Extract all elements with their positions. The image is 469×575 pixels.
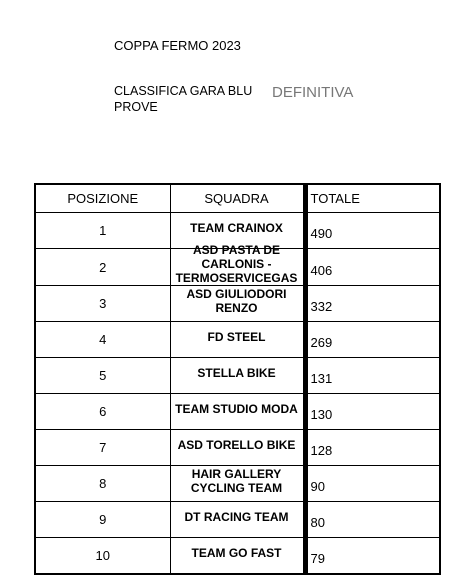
total-cell: 79 [305,538,440,575]
ranking-table [34,183,441,575]
team-cell [170,538,305,575]
team-name: FD STEEL [207,329,266,344]
total-cell: 80 [305,502,440,538]
total-cell: 128 [305,430,440,466]
table-row [35,466,440,502]
table-row [35,358,440,394]
table-row [35,538,440,575]
total-cell: 130 [305,394,440,430]
total-cell: 131 [305,358,440,394]
team-cell [170,358,305,394]
document-title: COPPA FERMO 2023 [114,38,241,53]
column-header-posizione: POSIZIONE [35,184,170,213]
team-cell [170,394,305,430]
position-cell: 2 [35,249,170,286]
position-cell: 9 [35,502,170,538]
team-name: ASD TORELLO BIKE [177,437,296,452]
total-cell: 406 [305,249,440,286]
team-cell [170,502,305,538]
team-name: ASD PASTA DE CARLONIS - TERMOSERVICEGAS [175,243,298,285]
table-row [35,286,440,322]
position-cell: 10 [35,538,170,575]
team-cell [170,243,305,286]
team-name: STELLA BIKE [197,365,276,380]
team-cell [170,466,305,502]
team-cell [170,322,305,358]
team-name: TEAM CRAINOX [190,220,283,235]
team-name: TEAM STUDIO MODA [175,401,298,416]
column-header-squadra: SQUADRA [170,184,305,213]
position-cell: 3 [35,286,170,322]
team-name: HAIR GALLERY CYCLING TEAM [190,466,283,495]
team-name: ASD GIULIODORI RENZO [186,286,287,315]
position-cell: 8 [35,466,170,502]
table-row [35,394,440,430]
status-label: DEFINITIVA [272,84,354,101]
total-cell: 90 [305,466,440,502]
total-cell: 269 [305,322,440,358]
team-cell [170,430,305,466]
position-cell: 6 [35,394,170,430]
position-cell: 1 [35,213,170,249]
table-row [35,430,440,466]
document-subtitle: CLASSIFICA GARA BLU PROVE [114,84,253,114]
position-cell: 4 [35,322,170,358]
table-header-row [35,184,440,213]
table-row [35,249,440,286]
total-cell: 490 [305,213,440,249]
table-row [35,502,440,538]
column-header-totale: TOTALE [305,184,440,213]
team-cell [170,286,305,322]
total-cell: 332 [305,286,440,322]
team-name: TEAM GO FAST [191,545,282,560]
team-name: DT RACING TEAM [184,509,289,524]
table-row [35,322,440,358]
position-cell: 5 [35,358,170,394]
position-cell: 7 [35,430,170,466]
